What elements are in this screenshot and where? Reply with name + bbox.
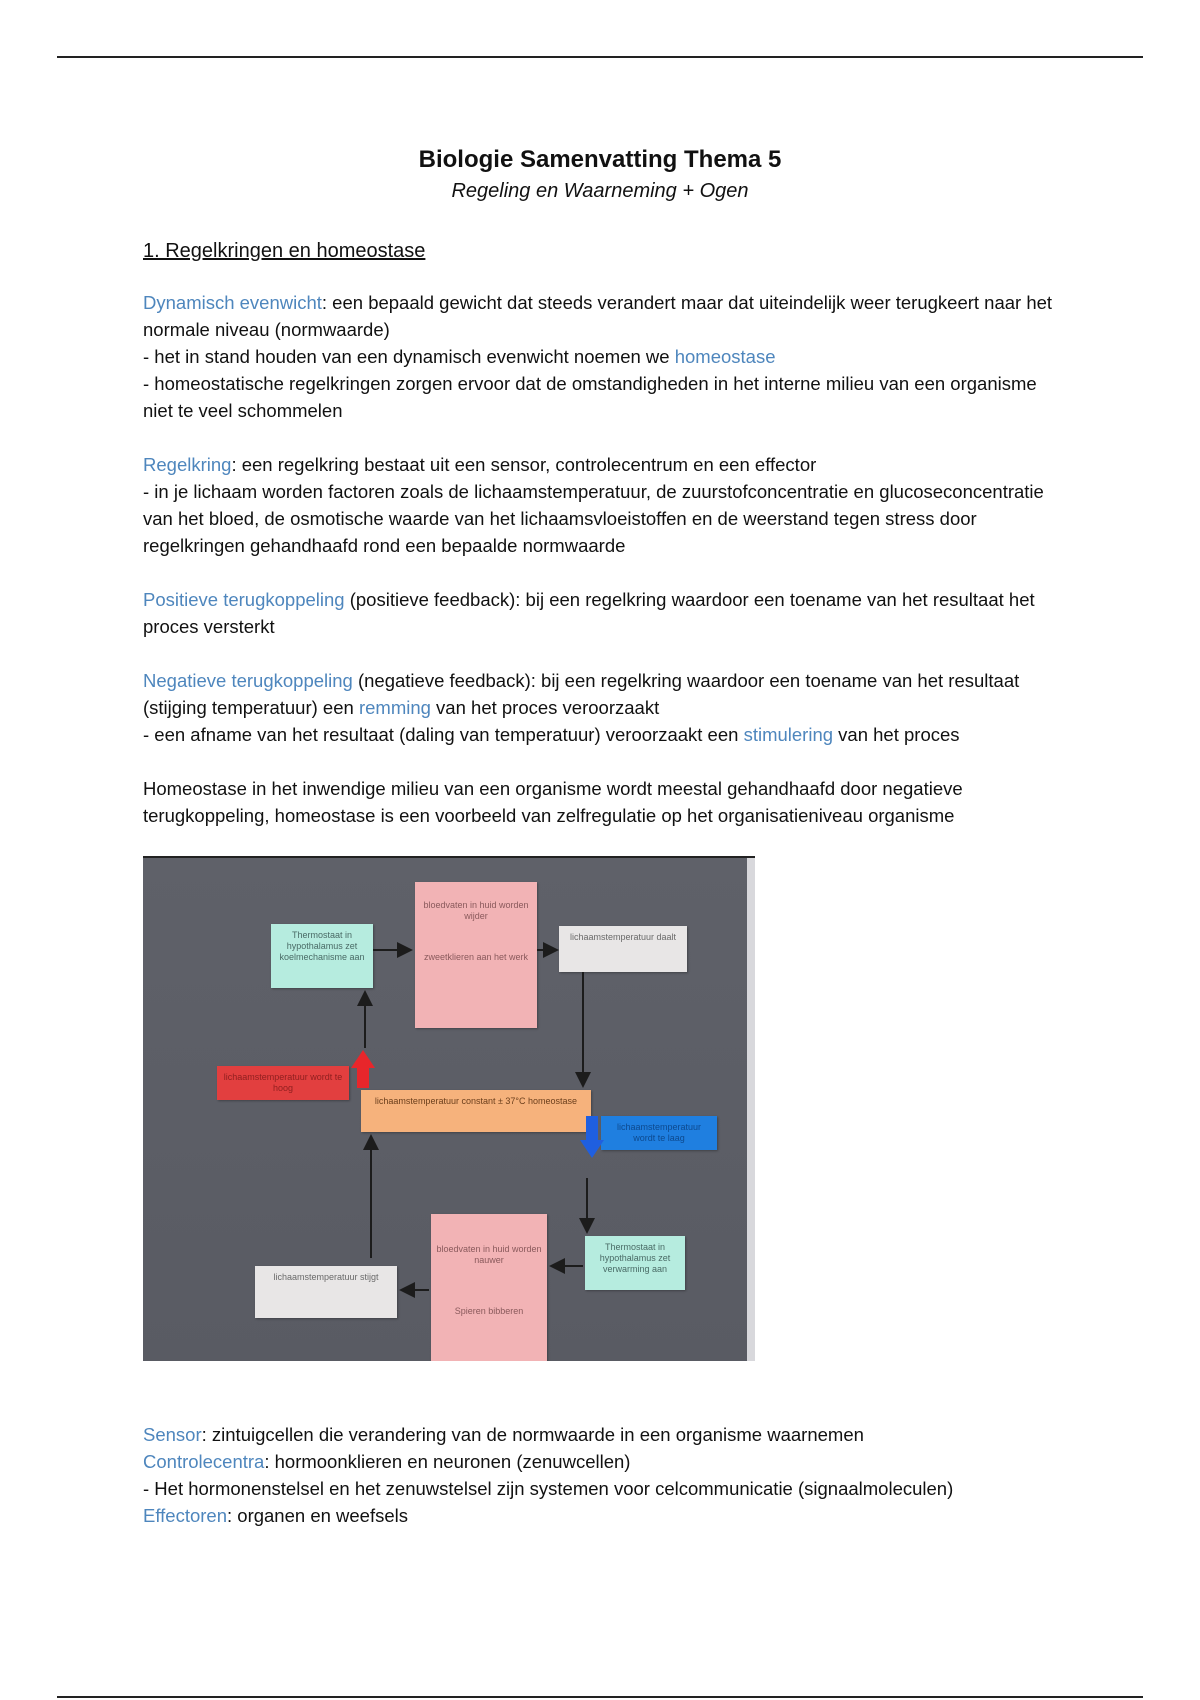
- top-rule: [57, 56, 1143, 58]
- bullet-text: - een afname van het resultaat (daling van temperatuur) veroorzaakt een: [143, 724, 744, 745]
- thermoregulation-diagram-photo: [143, 856, 755, 1361]
- definition-text: (negatieve feedback): bij een regelkring waardoor een toename van het resultaat (stijging temperatuur) een: [143, 670, 1020, 718]
- bullet-text: - Het hormonenstelsel en het zenuwstelsel zijn systemen voor celcommunicatie (signaalmoleculen): [143, 1478, 954, 1499]
- term-controlecentra: Controlecentra: [143, 1451, 265, 1472]
- document-subtitle: Regeling en Waarneming + Ogen: [451, 180, 749, 202]
- definition-text: : hormoonklieren en neuronen (zenuwcellen): [264, 1451, 631, 1472]
- document-header: [0, 146, 1200, 203]
- definition-text: van het proces veroorzaakt: [430, 697, 660, 718]
- note-vessels-wider-text: bloedvaten in huid worden wijder: [423, 900, 529, 921]
- definition-text: (positieve feedback): bij een regelkring waardoor een toename van het resultaat het proces versterkt: [143, 589, 1035, 637]
- definition-text: : organen en weefsels: [227, 1505, 409, 1526]
- paragraph-text: Homeostase in het inwendige milieu van een organisme wordt meestal gehandhaafd door negatieve terugkoppeling, homeostase is een voorbeeld van zelfregulatie op het organisatieniveau organisme: [143, 778, 963, 826]
- paragraph-regelkring: [143, 451, 1063, 559]
- note-sweat-text: zweetklieren aan het werk: [423, 952, 529, 962]
- section-heading: 1. Regelkringen en homeostase: [143, 240, 426, 262]
- paragraph-homeostase: [143, 775, 1063, 829]
- blue-down-arrow: [580, 1116, 604, 1158]
- paragraph-positieve-terugkoppeling: [143, 586, 1063, 640]
- red-up-arrow: [351, 1050, 375, 1088]
- definition-text: : zintuigcellen die verandering van de normwaarde in een organisme waarnemen: [201, 1424, 864, 1445]
- note-shiver-text: Spieren bibberen: [454, 1306, 524, 1316]
- term-homeostase: homeostase: [674, 346, 776, 367]
- term-negatieve-terugkoppeling: Negatieve terugkoppeling: [143, 670, 353, 691]
- term-remming: remming: [358, 697, 431, 718]
- note-temp-constant: lichaamstemperatuur constant ± 37°C homeostase: [361, 1090, 591, 1132]
- definition-text: : een regelkring bestaat uit een sensor, controlecentrum en een effector: [231, 454, 817, 475]
- term-stimulering: stimulering: [743, 724, 834, 745]
- bullet-text: - homeostatische regelkringen zorgen ervoor dat de omstandigheden in het interne milieu van een organisme niet te veel schommelen: [143, 373, 1037, 421]
- paragraph-negatieve-terugkoppeling: [143, 667, 1063, 748]
- diagram-arrows: [143, 858, 755, 1361]
- note-thermostat-warm: Thermostaat in hypothalamus zet verwarming aan: [585, 1236, 685, 1290]
- document-body: [143, 238, 1063, 1529]
- term-dynamisch-evenwicht: Dynamisch evenwicht: [143, 292, 322, 313]
- definitions-list: [143, 1421, 1063, 1529]
- note-temp-too-low: lichaamstemperatuur wordt te laag: [601, 1116, 717, 1150]
- definition-effectoren: [143, 1502, 1063, 1529]
- paragraph-dynamisch-evenwicht: [143, 289, 1063, 424]
- term-sensor: Sensor: [143, 1424, 202, 1445]
- note-temp-rises: lichaamstemperatuur stijgt: [255, 1266, 397, 1318]
- note-temp-too-high: lichaamstemperatuur wordt te hoog: [217, 1066, 349, 1100]
- definition-text: : een bepaald gewicht dat steeds verandert maar dat uiteindelijk weer terugkeert naar het normale niveau (normwaarde): [143, 292, 1053, 340]
- document-title: Biologie Samenvatting Thema 5: [418, 146, 782, 173]
- term-regelkring: Regelkring: [143, 454, 232, 475]
- bullet-text: - het in stand houden van een dynamisch evenwicht noemen we: [143, 346, 675, 367]
- bullet-text: - in je lichaam worden factoren zoals de lichaamstemperatuur, de zuurstofconcentratie en glucoseconcentratie van het bloed, de osmotische waarde van het lichaamsvloeistoffen en de weerstand tegen stress door regelkringen gehandhaafd rond een bepaalde normwaarde: [143, 481, 1044, 556]
- note-vessels-narrower-text: bloedvaten in huid worden nauwer: [436, 1244, 542, 1265]
- definition-sensor: [143, 1421, 1063, 1448]
- note-temp-falls: lichaamstemperatuur daalt: [559, 926, 687, 972]
- bullet-text: van het proces: [833, 724, 960, 745]
- term-effectoren: Effectoren: [143, 1505, 227, 1526]
- definition-hormone-systems: [143, 1475, 1063, 1502]
- bottom-rule: [57, 1696, 1143, 1698]
- term-positieve-terugkoppeling: Positieve terugkoppeling: [143, 589, 345, 610]
- definition-controlecentra: [143, 1448, 1063, 1475]
- note-thermostat-cool: Thermostaat in hypothalamus zet koelmechanisme aan: [271, 924, 373, 988]
